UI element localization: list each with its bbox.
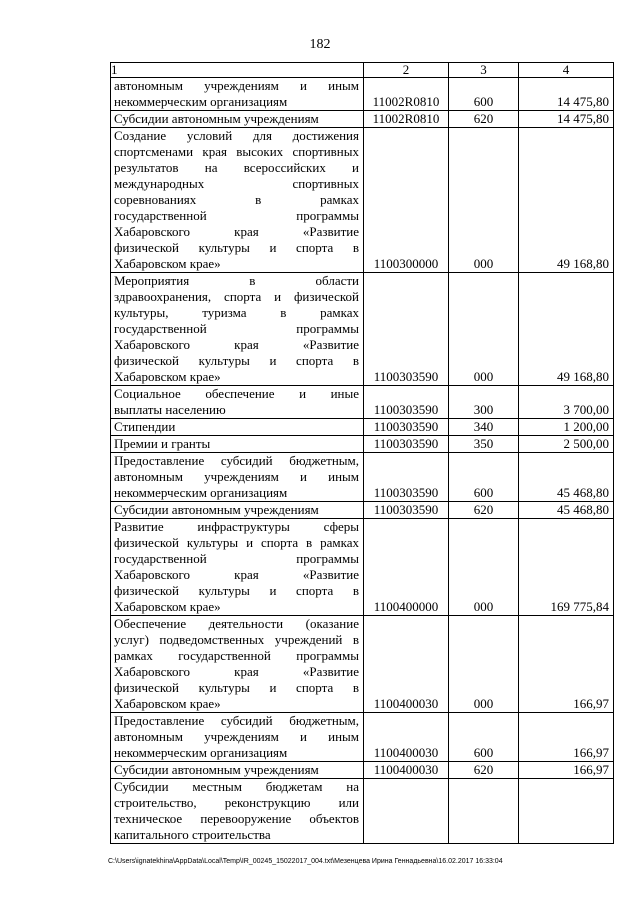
- row-name-line: Обеспечение деятельности (оказание: [114, 616, 359, 631]
- row-code-cell: [364, 779, 449, 844]
- row-name-line: Хабаровского края «Развитие: [114, 664, 359, 679]
- row-name-line: Хабаровском крае»: [114, 369, 221, 384]
- row-name-line: автономным учреждениям и иным: [114, 469, 359, 484]
- row-kind-cell: 000: [449, 273, 519, 386]
- row-name-line: Предоставление субсидий бюджетным,: [114, 453, 359, 468]
- table-row: [111, 616, 614, 713]
- row-name-line: Субсидии автономным учреждениям: [114, 502, 319, 517]
- row-sum-cell: 166,97: [519, 762, 614, 779]
- row-kind-cell: 600: [449, 453, 519, 502]
- row-name-line: здравоохранения, спорта и физической: [114, 289, 359, 304]
- row-code-cell: 11002R0810: [364, 111, 449, 128]
- table-row: [111, 519, 614, 616]
- row-name-line: физической культуры и спорта в: [114, 240, 359, 255]
- row-name-line: Создание условий для достижения: [114, 128, 359, 143]
- footer-file-path: C:\Users\ignatekhina\AppData\Local\Temp\IR_00245_15022017_004.txt\Мезенцева Ирина Геннадьевна\16.02.2017 16:33:04: [108, 858, 503, 865]
- row-name-cell: [111, 502, 364, 519]
- table-row: [111, 502, 614, 519]
- row-code-cell: 1100303590: [364, 273, 449, 386]
- row-kind-cell: 000: [449, 519, 519, 616]
- row-code-cell: 1100400030: [364, 616, 449, 713]
- row-sum-cell: 1 200,00: [519, 419, 614, 436]
- row-kind-cell: 350: [449, 436, 519, 453]
- header-col-4: 4: [519, 63, 614, 78]
- row-name-line: некоммерческим организациям: [114, 485, 288, 500]
- row-name-line: физической культуры и спорта в: [114, 680, 359, 695]
- table-row: [111, 111, 614, 128]
- row-sum-cell: 166,97: [519, 616, 614, 713]
- row-code-cell: 1100400000: [364, 519, 449, 616]
- row-name-line: Хабаровском крае»: [114, 599, 221, 614]
- row-name-line: физической культуры и спорта в: [114, 353, 359, 368]
- row-name-line: спортсменами края высоких спортивных: [114, 144, 359, 159]
- row-code-cell: 1100400030: [364, 713, 449, 762]
- row-name-line: Стипендии: [114, 419, 176, 434]
- row-name-line: техническое перевооружение объектов: [114, 811, 359, 826]
- row-name-line: культуры, туризма в рамках: [114, 305, 359, 320]
- row-code-cell: 1100303590: [364, 502, 449, 519]
- row-kind-cell: 600: [449, 78, 519, 111]
- row-name-line: Хабаровского края «Развитие: [114, 567, 359, 582]
- row-kind-cell: 340: [449, 419, 519, 436]
- row-name-line: некоммерческим организациям: [114, 745, 288, 760]
- page-number: 182: [309, 37, 331, 52]
- table-header-row: [111, 63, 614, 78]
- row-name-line: государственной программы: [114, 551, 359, 566]
- row-name-line: Премии и гранты: [114, 436, 211, 451]
- row-sum-cell: 166,97: [519, 713, 614, 762]
- row-code-cell: 1100303590: [364, 436, 449, 453]
- row-name-line: физической культуры и спорта в: [114, 583, 359, 598]
- row-name-line: Хабаровском крае»: [114, 256, 221, 271]
- row-code-cell: 1100300000: [364, 128, 449, 273]
- row-name-line: некоммерческим организациям: [114, 94, 288, 109]
- row-name-line: рамках государственной программы: [114, 648, 359, 663]
- row-name-line: услуг) подведомственных учреждений в: [114, 632, 359, 647]
- row-sum-cell: 14 475,80: [519, 78, 614, 111]
- row-sum-cell: 49 168,80: [519, 273, 614, 386]
- header-col-1: 1: [111, 63, 364, 78]
- table-row: [111, 779, 614, 844]
- row-name-cell: [111, 273, 364, 386]
- row-name-cell: [111, 386, 364, 419]
- row-kind-cell: 000: [449, 128, 519, 273]
- row-name-cell: [111, 453, 364, 502]
- row-name-cell: [111, 419, 364, 436]
- row-sum-cell: 2 500,00: [519, 436, 614, 453]
- row-kind-cell: 300: [449, 386, 519, 419]
- row-sum-cell: 45 468,80: [519, 453, 614, 502]
- table-row: [111, 386, 614, 419]
- table-row: [111, 713, 614, 762]
- row-name-line: капитального строительства: [114, 827, 271, 842]
- row-name-line: выплаты населению: [114, 402, 226, 417]
- row-sum-cell: 45 468,80: [519, 502, 614, 519]
- row-name-line: государственной программы: [114, 321, 359, 336]
- row-name-line: международных спортивных: [114, 176, 359, 191]
- header-col-2: 2: [364, 63, 449, 78]
- row-code-cell: 11002R0810: [364, 78, 449, 111]
- row-name-line: Развитие инфраструктуры сферы: [114, 519, 359, 534]
- row-sum-cell: [519, 779, 614, 844]
- row-name-cell: [111, 519, 364, 616]
- budget-table: [110, 62, 614, 844]
- row-name-line: Хабаровском крае»: [114, 696, 221, 711]
- row-code-cell: 1100303590: [364, 453, 449, 502]
- row-name-cell: [111, 616, 364, 713]
- row-kind-cell: 620: [449, 111, 519, 128]
- row-name-cell: [111, 436, 364, 453]
- row-name-line: Хабаровского края «Развитие: [114, 337, 359, 352]
- row-name-line: автономным учреждениям и иным: [114, 729, 359, 744]
- row-name-line: автономным учреждениям и иным: [114, 78, 359, 93]
- row-name-line: государственной программы: [114, 208, 359, 223]
- row-kind-cell: 620: [449, 502, 519, 519]
- row-code-cell: 1100303590: [364, 419, 449, 436]
- row-name-line: Субсидии автономным учреждениям: [114, 762, 319, 777]
- row-name-line: соревнованиях в рамках: [114, 192, 359, 207]
- row-code-cell: 1100303590: [364, 386, 449, 419]
- table-row: [111, 419, 614, 436]
- table-row: [111, 762, 614, 779]
- row-name-cell: [111, 713, 364, 762]
- row-sum-cell: 169 775,84: [519, 519, 614, 616]
- row-name-line: Предоставление субсидий бюджетным,: [114, 713, 359, 728]
- row-kind-cell: 000: [449, 616, 519, 713]
- header-col-3: 3: [449, 63, 519, 78]
- row-name-line: результатов на всероссийских и: [114, 160, 359, 175]
- row-name-line: физической культуры и спорта в рамках: [114, 535, 359, 550]
- table-row: [111, 436, 614, 453]
- row-sum-cell: 14 475,80: [519, 111, 614, 128]
- table-row: [111, 78, 614, 111]
- row-name-cell: [111, 762, 364, 779]
- row-name-line: Социальное обеспечение и иные: [114, 386, 359, 401]
- row-kind-cell: 600: [449, 713, 519, 762]
- table-row: [111, 453, 614, 502]
- table-row: [111, 128, 614, 273]
- row-name-cell: [111, 128, 364, 273]
- row-kind-cell: 620: [449, 762, 519, 779]
- row-name-line: Мероприятия в области: [114, 273, 359, 288]
- row-name-line: Субсидии местным бюджетам на: [114, 779, 359, 794]
- row-name-line: Субсидии автономным учреждениям: [114, 111, 319, 126]
- row-name-line: строительство, реконструкцию или: [114, 795, 359, 810]
- table-row: [111, 273, 614, 386]
- row-kind-cell: [449, 779, 519, 844]
- row-name-cell: [111, 779, 364, 844]
- row-sum-cell: 3 700,00: [519, 386, 614, 419]
- row-name-cell: [111, 78, 364, 111]
- row-code-cell: 1100400030: [364, 762, 449, 779]
- row-name-cell: [111, 111, 364, 128]
- row-sum-cell: 49 168,80: [519, 128, 614, 273]
- row-name-line: Хабаровского края «Развитие: [114, 224, 359, 239]
